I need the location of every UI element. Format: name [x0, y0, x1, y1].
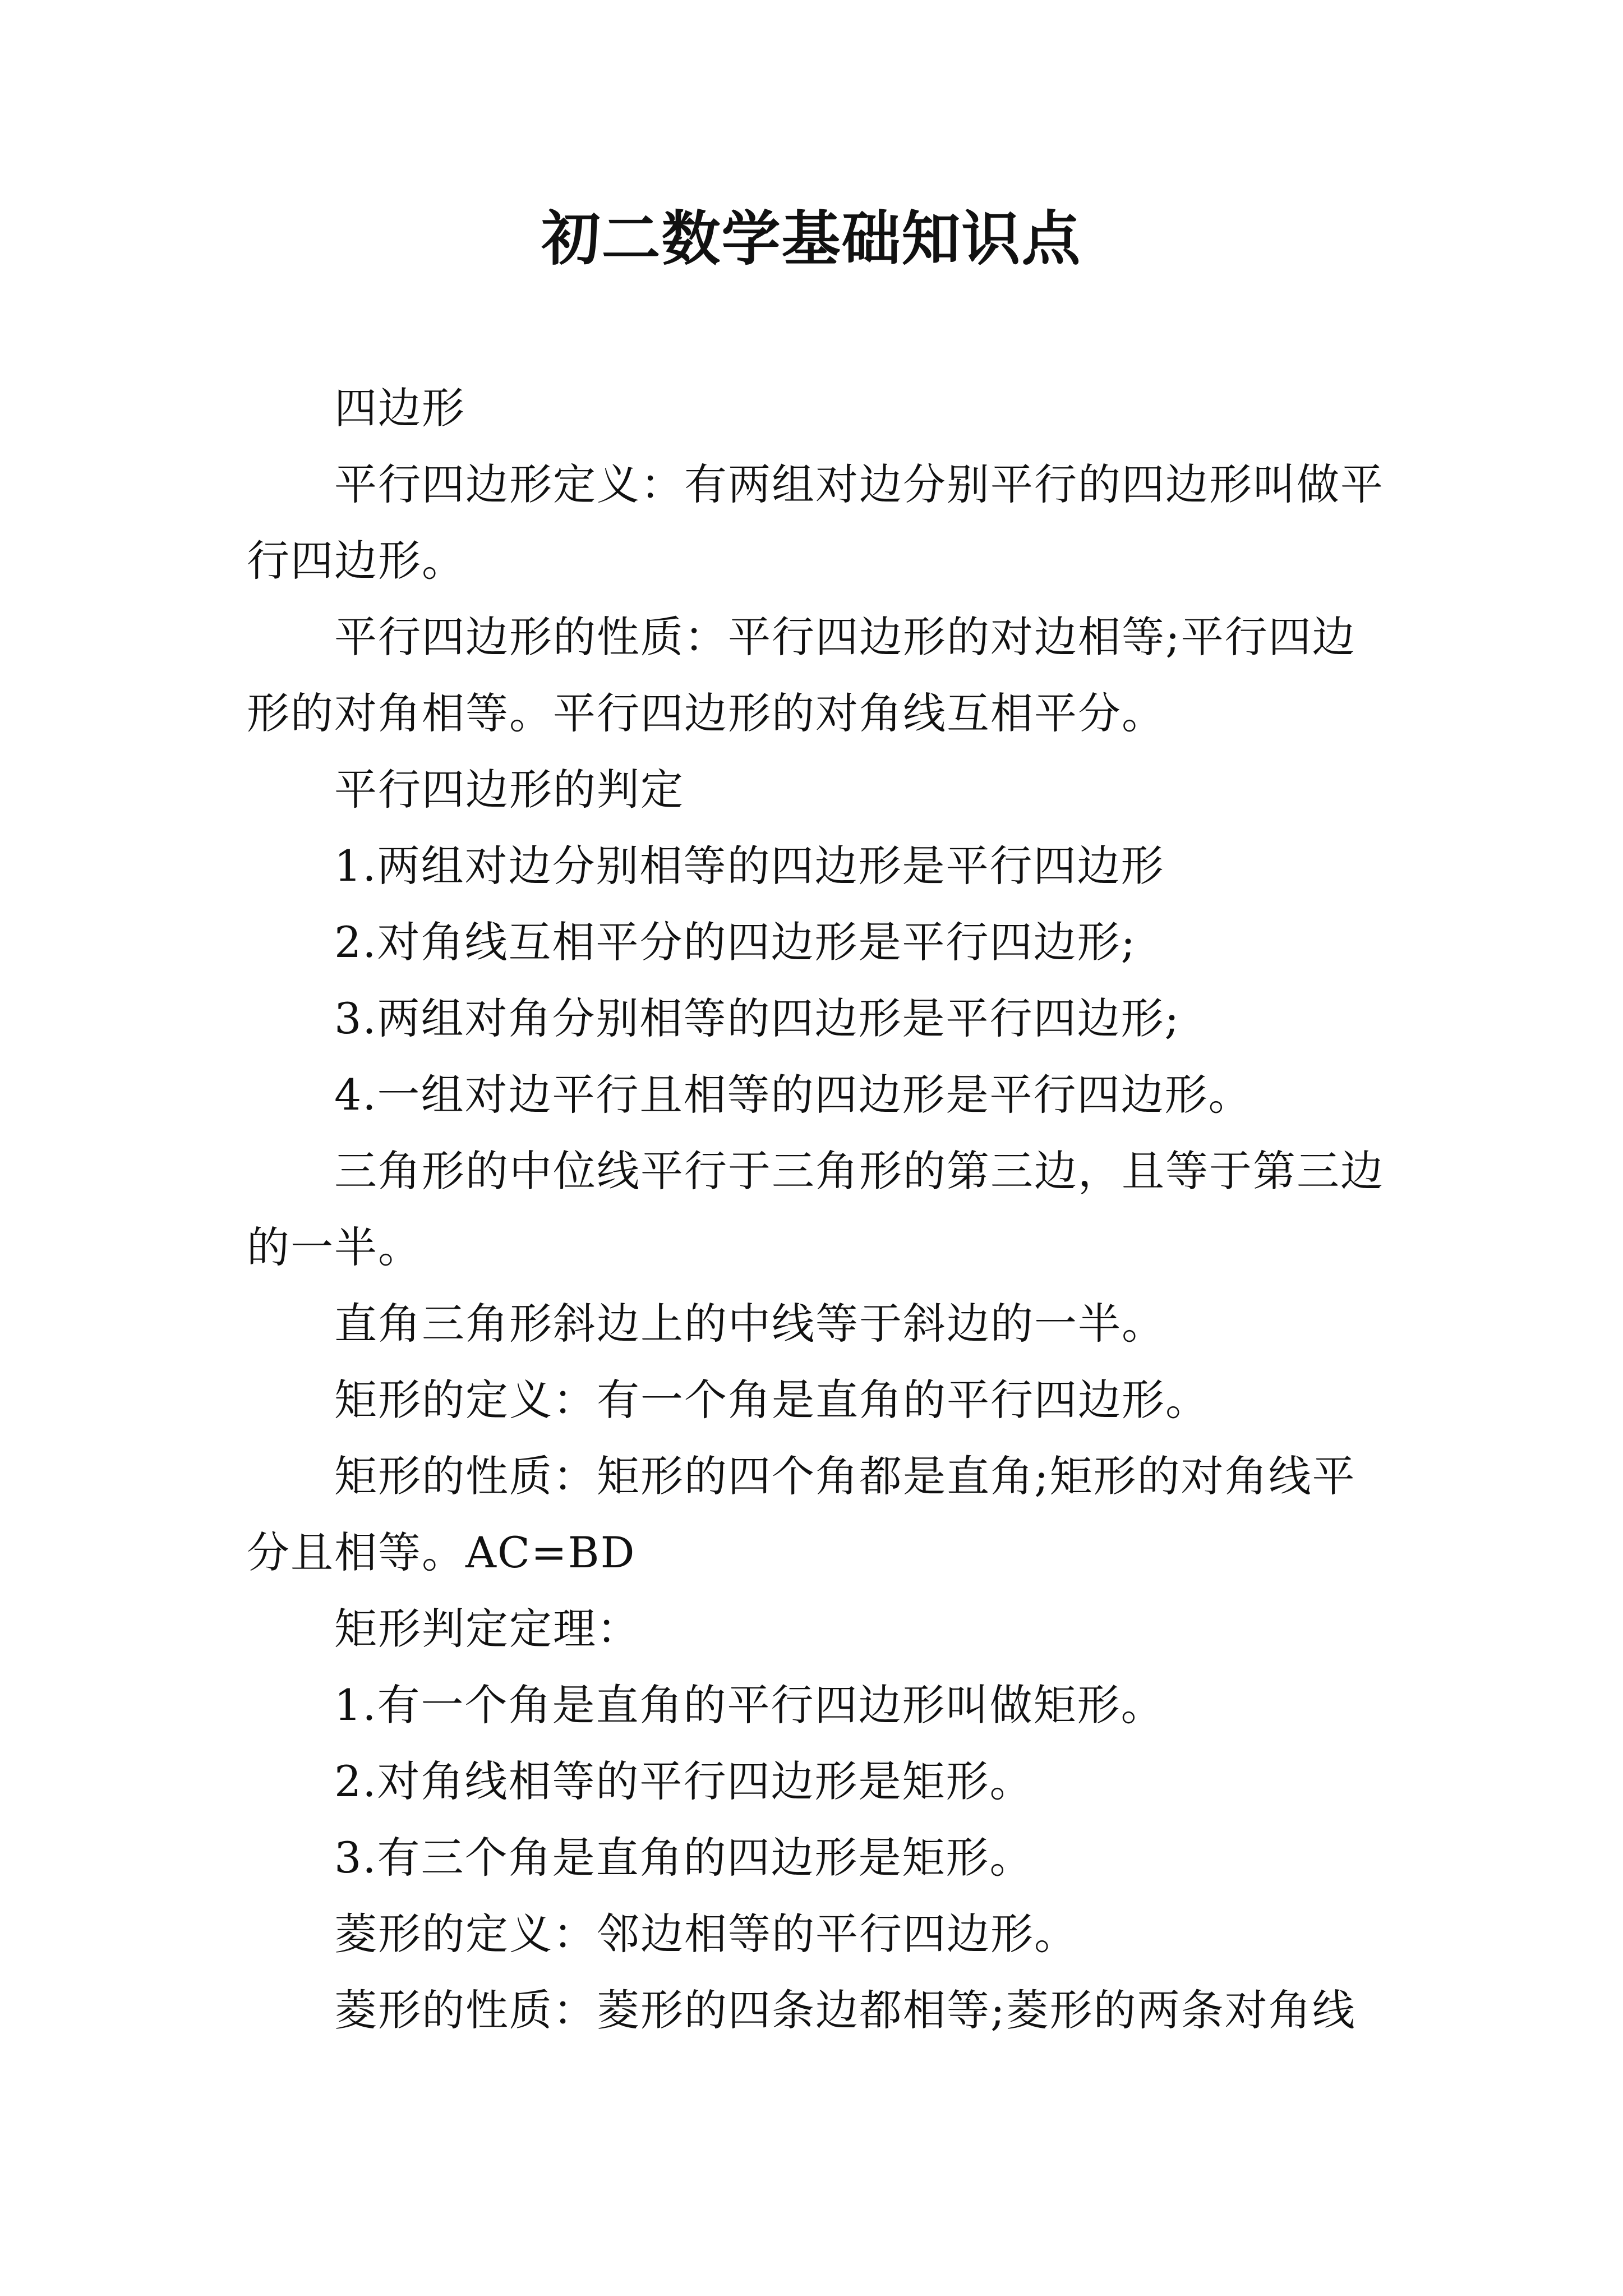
document-title: 初二数学基础知识点	[541, 204, 1082, 273]
document-body	[247, 370, 1391, 2049]
paragraph-criterion-3: 3.两组对角分别相等的四边形是平行四边形;	[334, 993, 1181, 1043]
paragraph-rhombus-properties: 菱形的性质：菱形的四条边都相等;菱形的两条对角线	[334, 1985, 1356, 2035]
paragraph-rectangle-criterion-3: 3.有三个角是直角的四边形是矩形。	[334, 1833, 1034, 1883]
paragraph-heading-quadrilateral: 四边形	[334, 383, 465, 433]
paragraph-rectangle-criterion-2: 2.对角线相等的平行四边形是矩形。	[334, 1756, 1034, 1806]
paragraph-criterion-2: 2.对角线互相平分的四边形是平行四边形;	[334, 917, 1137, 967]
paragraph-rectangle-criterion-1: 1.有一个角是直角的平行四边形叫做矩形。	[334, 1680, 1165, 1730]
paragraph-rectangle-definition: 矩形的定义：有一个角是直角的平行四边形。	[334, 1375, 1209, 1425]
paragraph-midline-theorem: 三角形的中位线平行于三角形的第三边，且等于第三边的一半。	[247, 1146, 1384, 1272]
paragraph-rhombus-definition: 菱形的定义：邻边相等的平行四边形。	[334, 1909, 1078, 1959]
paragraph-criterion-4: 4.一组对边平行且相等的四边形是平行四边形。	[334, 1070, 1252, 1120]
paragraph-parallelogram-properties: 平行四边形的性质：平行四边形的对边相等;平行四边形的对角相等。平行四边形的对角线互相平分。	[247, 612, 1356, 738]
paragraph-criterion-1: 1.两组对边分别相等的四边形是平行四边形	[334, 841, 1165, 891]
paragraph-rectangle-criteria-heading: 矩形判定定理：	[334, 1604, 640, 1654]
paragraph-parallelogram-criteria-heading: 平行四边形的判定	[334, 765, 684, 815]
paragraph-parallelogram-definition: 平行四边形定义：有两组对边分别平行的四边形叫做平行四边形。	[247, 459, 1384, 586]
paragraph-right-triangle-median: 直角三角形斜边上的中线等于斜边的一半。	[334, 1299, 1165, 1349]
paragraph-rectangle-properties: 矩形的性质：矩形的四个角都是直角;矩形的对角线平分且相等。AC=BD	[247, 1451, 1356, 1577]
